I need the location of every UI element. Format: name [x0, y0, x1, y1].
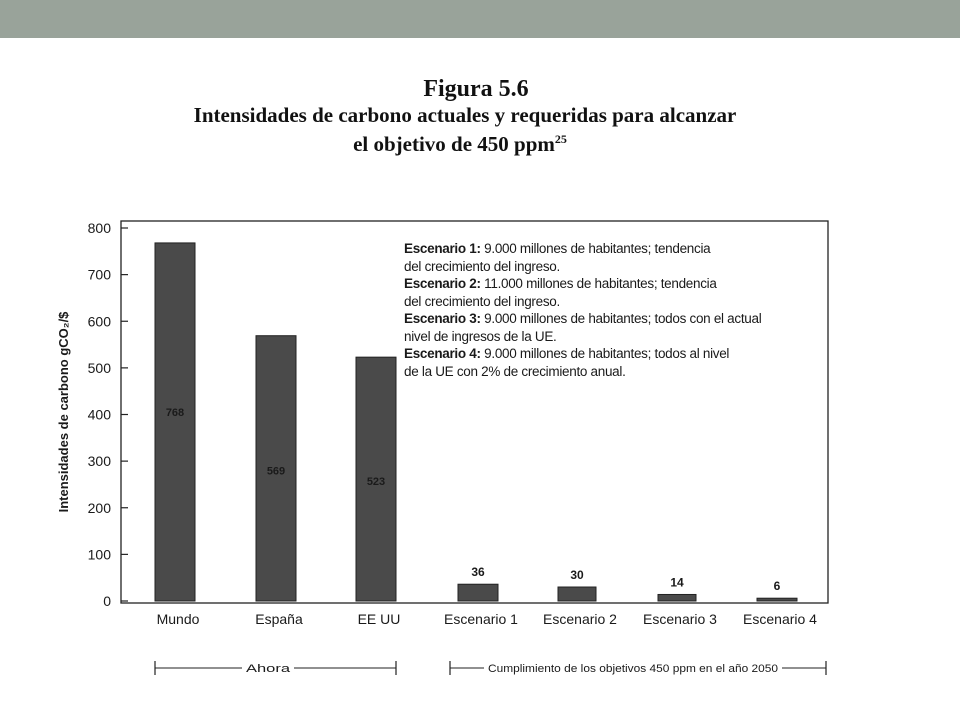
- bar-5: [558, 587, 596, 601]
- y-tick-label-300: 300: [87, 453, 111, 470]
- legend-item-4-line2: de la UE con 2% de crecimiento anual.: [404, 363, 626, 379]
- legend-item-2-line1: 11.000 millones de habitantes; tendencia: [484, 276, 717, 291]
- bar-value-label-4: 36: [471, 565, 485, 580]
- y-tick-label-600: 600: [87, 313, 111, 330]
- category-groups: [155, 660, 826, 676]
- legend-item-4-name: Escenario 4:: [404, 346, 481, 361]
- bar-value-label-7: 6: [773, 579, 781, 594]
- legend-item-2: [404, 275, 804, 310]
- x-category-label-5: Escenario 2: [543, 611, 617, 627]
- legend-item-1-name: Escenario 1:: [404, 241, 481, 256]
- bar-value-label-3: 523: [366, 476, 386, 489]
- y-axis-label: Intensidades de carbono gCO₂/$: [56, 311, 71, 513]
- x-axis: [157, 611, 818, 627]
- bar-7: [757, 598, 797, 601]
- legend-item-2-name: Escenario 2:: [404, 276, 481, 291]
- bar-6: [658, 594, 696, 601]
- y-tick-label-100: 100: [87, 546, 111, 563]
- legend-item-3-line1: 9.000 millones de habitantes; todos con el actual: [484, 311, 762, 326]
- x-category-label-1: Mundo: [156, 611, 200, 627]
- legend-item-3-line2: nivel de ingresos de la UE.: [404, 328, 557, 344]
- scenario-legend: [404, 240, 804, 380]
- bar-1: [155, 243, 195, 601]
- group-label-1: Ahora: [246, 663, 292, 675]
- group-label-2: Cumplimiento de los objetivos 450 ppm en el año 2050: [488, 663, 778, 675]
- y-tick-label-700: 700: [87, 266, 111, 283]
- y-tick-label-400: 400: [87, 406, 111, 423]
- y-tick-label-800: 800: [87, 220, 111, 236]
- y-tick-label-0: 0: [103, 593, 111, 609]
- x-category-label-6: Escenario 3: [643, 611, 717, 627]
- legend-item-3-name: Escenario 3:: [404, 311, 481, 326]
- figure-title-superscript: 25: [554, 132, 567, 146]
- legend-item-1-line2: del crecimiento del ingreso.: [404, 258, 560, 274]
- legend-item-4: [404, 345, 804, 380]
- bar-value-label-6: 14: [670, 575, 684, 590]
- bar-4: [458, 584, 498, 601]
- figure-title-line2-text: el objetivo de 450 ppm: [353, 132, 555, 156]
- legend-item-1-line1: 9.000 millones de habitantes; tendencia: [484, 241, 711, 256]
- bar-value-label-5: 30: [570, 568, 584, 583]
- legend-item-2-line2: del crecimiento del ingreso.: [404, 293, 560, 309]
- y-axis: [88, 220, 128, 609]
- x-category-label-3: EE UU: [357, 611, 401, 627]
- legend-item-3: [404, 310, 804, 345]
- figure-title-line1: Intensidades de carbono actuales y requeridas para alcanzar: [193, 103, 737, 127]
- bar-value-label-1: 768: [165, 406, 185, 419]
- x-category-label-4: Escenario 1: [444, 611, 518, 627]
- legend-item-1: [404, 240, 804, 275]
- y-tick-label-200: 200: [87, 499, 111, 516]
- x-category-label-2: España: [255, 611, 303, 627]
- legend-item-4-line1: 9.000 millones de habitantes; todos al nivel: [484, 346, 730, 361]
- bar-value-label-2: 569: [266, 465, 286, 478]
- y-tick-label-500: 500: [87, 359, 111, 376]
- figure-number: Figura 5.6: [423, 76, 529, 102]
- x-category-label-7: Escenario 4: [743, 611, 817, 627]
